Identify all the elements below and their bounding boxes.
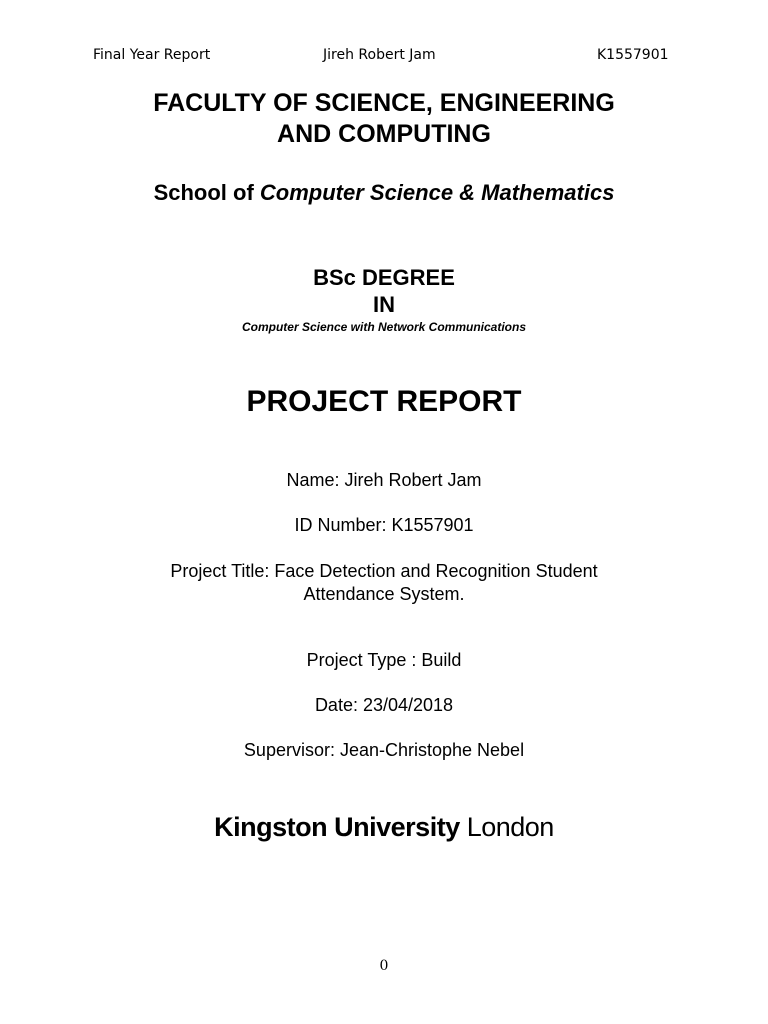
- degree-line1: BSc DEGREE: [313, 265, 455, 290]
- school-prefix: School of: [153, 180, 260, 205]
- school-name: Computer Science & Mathematics: [259, 180, 615, 205]
- project-title: [0, 560, 768, 606]
- report-date: Date: 23/04/2018: [314, 695, 454, 715]
- logo-university-name: Kingston University: [214, 812, 460, 842]
- logo-city: London: [459, 812, 554, 842]
- project-title-line2: Attendance System.: [303, 584, 465, 604]
- running-header: [0, 47, 768, 67]
- student-name: Name: Jireh Robert Jam: [286, 470, 482, 490]
- faculty-heading-line1: FACULTY OF SCIENCE, ENGINEERING: [153, 89, 615, 117]
- supervisor: Supervisor: Jean-Christophe Nebel: [243, 740, 525, 760]
- header-student-id: K1557901: [597, 47, 669, 63]
- school-heading: [0, 179, 768, 207]
- header-report-label: Final Year Report: [93, 47, 211, 63]
- degree-heading: [0, 264, 768, 318]
- project-type: Project Type : Build: [306, 650, 462, 670]
- header-author: Jireh Robert Jam: [323, 47, 436, 63]
- faculty-heading: [0, 88, 768, 150]
- report-title: PROJECT REPORT: [246, 385, 522, 418]
- project-title-line1: Project Title: Face Detection and Recognition Student: [170, 561, 598, 581]
- degree-line2: IN: [373, 292, 395, 317]
- course-name: Computer Science with Network Communications: [241, 320, 527, 334]
- university-logo: [0, 810, 768, 844]
- student-id-number: ID Number: K1557901: [294, 515, 474, 535]
- page-number: 0: [379, 958, 389, 974]
- faculty-heading-line2: AND COMPUTING: [277, 120, 491, 148]
